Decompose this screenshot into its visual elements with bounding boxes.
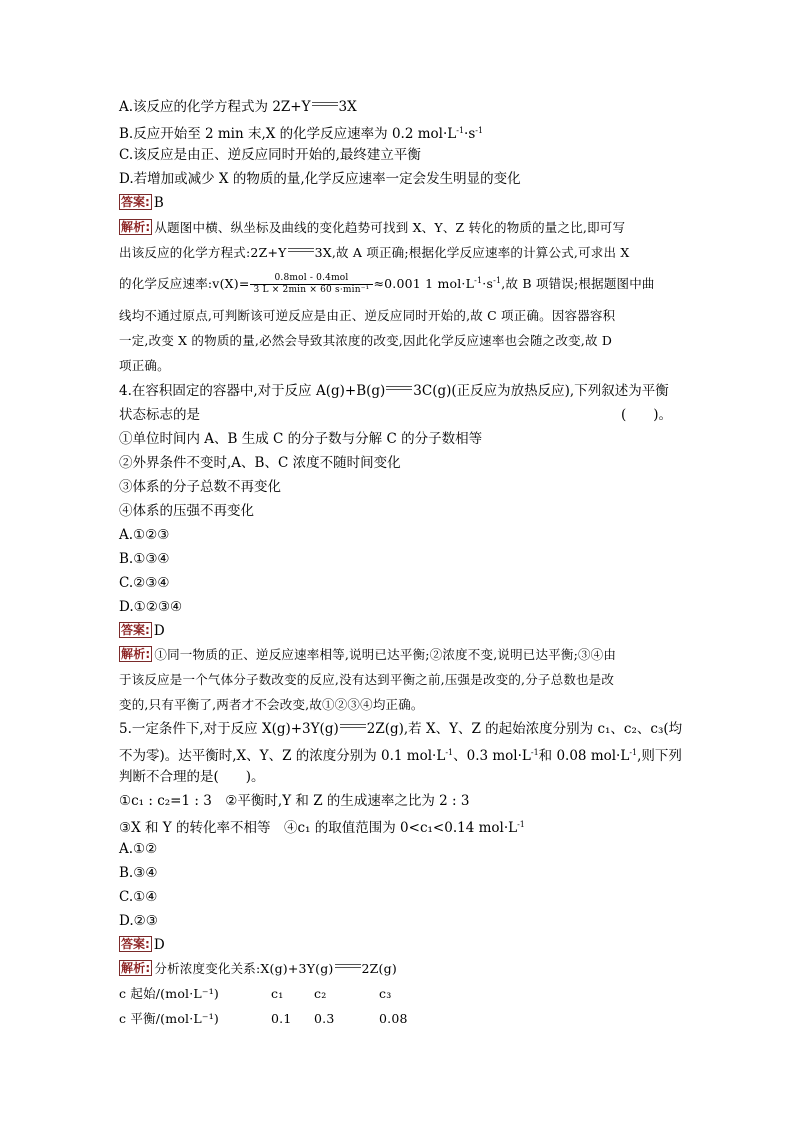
fraction-numerator: 0.8mol - 0.4mol [250,273,374,285]
q4-explanation-line-3: 变的,只有平衡了,两者才不会改变,故①②③④均正确。 [119,697,424,712]
q5-exp-text-1b: 2Z(g) [361,961,397,976]
q3-exp-text-2b: 3X,故 A 项正确;根据化学反应速率的计算公式,可求出 X [314,245,630,260]
q4-option-d: D.①②③④ [119,599,183,615]
q3-explanation-line-5: 一定,改变 X 的物质的量,必然会导致其浓度的改变,因此化学反应速率也会随之改变,故 D [119,333,613,348]
q3-option-d: D.若增加或减少 X 的物质的量,化学反应速率一定会发生明显的变化 [119,171,521,187]
superscript: -1 [475,126,484,135]
q3-answer [119,194,164,212]
q4-answer-value: D [153,623,165,639]
q4-statement-3: ③体系的分子总数不再变化 [119,479,281,495]
q5-answer [119,936,165,954]
q4-stem-text-2: 状态标志的是 [119,407,200,423]
q3-option-b-text: B.反应开始至 2 min 末,X 的化学反应速率为 0.2 mol·L [119,126,457,142]
q3-exp-text-3c: ·s [482,276,494,291]
q3-exp-text-1: 从题图中横、纵坐标及曲线的变化趋势可找到 X、Y、Z 转化的物质的量之比,即可写 [154,220,626,235]
superscript: -1 [530,748,539,757]
row-label: c 起始/(mol·L⁻¹) [119,986,219,1001]
q3-explanation-line-4: 线均不通过原点,可判断该可逆反应是由正、逆反应同时开始的,故 C 项正确。因容器容积 [119,308,616,323]
superscript: -1 [493,276,502,285]
q3-explanation-line-3 [119,269,655,296]
cell-x: c₁ [271,986,284,1001]
explanation-tag: 解析: [121,647,151,661]
explanation-tag: 解析: [121,220,151,234]
q5-stem-line-3: 判断不合理的是( )。 [119,769,265,785]
equilibrium-arrow-icon [335,964,361,970]
cell-y: 0.3 [314,1011,335,1026]
q4-stem-text-1b: 3C(g)(正反应为放热反应),下列叙述为平衡 [413,383,669,399]
q4-option-c: C.②③④ [119,575,170,591]
q5-answer-value: D [153,937,165,953]
q4-explanation-line-1 [119,646,616,664]
explanation-tag: 解析: [121,961,151,975]
q4-exp-text-1: ①同一物质的正、逆反应速率相等,说明已达平衡;②浓度不变,说明已达平衡;③④由 [154,647,617,662]
answer-tag: 答案: [121,195,150,209]
q3-exp-text-3a: 的化学反应速率:v(X)= [119,276,250,291]
q3-option-a-text: A.该反应的化学方程式为 2Z+Y [119,99,311,115]
q3-explanation-line-2 [119,244,629,262]
q5-stem-text-2c: 和 0.08 mol·L [538,748,630,764]
q3-answer-value: B [153,195,164,211]
equilibrium-arrow-icon [312,102,338,108]
q5-statements-1-2: ①c₁ : c₂=1 : 3 ②平衡时,Y 和 Z 的生成速率之比为 2 : 3 [119,793,470,809]
q3-explanation-line-6: 项正确。 [119,358,170,373]
superscript: -1 [445,748,454,757]
q4-statement-1: ①单位时间内 A、B 生成 C 的分子数与分解 C 的分子数相等 [119,431,483,447]
q4-answer [119,622,165,640]
q3-exp-text-3d: ,故 B 项错误;根据题图中曲 [501,276,655,291]
q3-option-b-mid: ·s [464,126,476,142]
q5-option-d: D.②③ [119,913,158,929]
q5-exp-text-1a: 分析浓度变化关系:X(g)+3Y(g) [154,961,334,976]
q4-statement-2: ②外界条件不变时,A、B、C 浓度不随时间变化 [119,455,401,471]
fraction-denominator: 3 L × 2min × 60 s·min⁻¹ [253,285,370,295]
answer-tag: 答案: [121,937,150,951]
q4-stem-text-1a: 4.在容积固定的容器中,对于反应 A(g)+B(g) [119,383,386,399]
rate-fraction [250,273,374,296]
equilibrium-arrow-icon [386,386,412,392]
q3-option-b [119,122,483,143]
q4-option-b: B.①③④ [119,551,170,567]
q5-explanation-line-1 [119,960,397,978]
q5-stem-line-2 [119,744,682,765]
q4-statement-4: ④体系的压强不再变化 [119,503,254,519]
q5-stem-text-2d: ,则下列 [637,748,682,764]
q5-statements-text: ③X 和 Y 的转化率不相等 ④c₁ 的取值范围为 0<c₁<0.14 mol·L [119,820,518,836]
cell-y: c₂ [314,986,327,1001]
cell-z: c₃ [379,986,392,1001]
equilibrium-arrow-icon [288,248,314,254]
cell-x: 0.1 [271,1011,292,1026]
superscript: -1 [474,276,483,285]
q3-option-a-tail: 3X [338,99,357,115]
q3-option-a [119,98,357,116]
q5-stem-text-1b: 2Z(g),若 X、Y、Z 的起始浓度分别为 c₁、c₂、c₃(均 [366,721,683,737]
cell-z: 0.08 [379,1011,408,1026]
equilibrium-arrow-icon [340,724,366,730]
q5-statements-3-4 [119,816,525,837]
answer-blank: ( )。 [621,407,673,423]
q3-option-c: C.该反应是由正、逆反应同时开始的,最终建立平衡 [119,147,421,163]
q5-option-c: C.①④ [119,889,158,905]
q3-explanation-line-1 [119,219,625,237]
q4-explanation-line-2: 于该反应是一个气体分子数改变的反应,没有达到平衡之前,压强是改变的,分子总数也是改 [119,672,615,687]
row-label: c 平衡/(mol·L⁻¹) [119,1011,219,1026]
q4-stem-line-1 [119,382,669,400]
q3-exp-text-3b: ≈0.001 1 mol·L [373,276,475,291]
q5-stem-text-2a: 不为零)。达平衡时,X、Y、Z 的浓度分别为 0.1 mol·L [119,748,446,764]
q4-stem-line-2 [119,406,679,424]
superscript: -1 [629,748,638,757]
q5-stem-text-1a: 5.一定条件下,对于反应 X(g)+3Y(g) [119,721,339,737]
superscript: -1 [517,820,525,829]
q5-option-a: A.①② [119,841,158,857]
q5-stem-line-1 [119,720,682,738]
q3-exp-text-2a: 出该反应的化学方程式:2Z+Y [119,245,287,260]
superscript: -1 [456,126,465,135]
q4-option-a: A.①②③ [119,527,170,543]
answer-tag: 答案: [121,623,150,637]
q5-option-b: B.③④ [119,865,158,881]
q5-stem-text-2b: 、0.3 mol·L [453,748,531,764]
